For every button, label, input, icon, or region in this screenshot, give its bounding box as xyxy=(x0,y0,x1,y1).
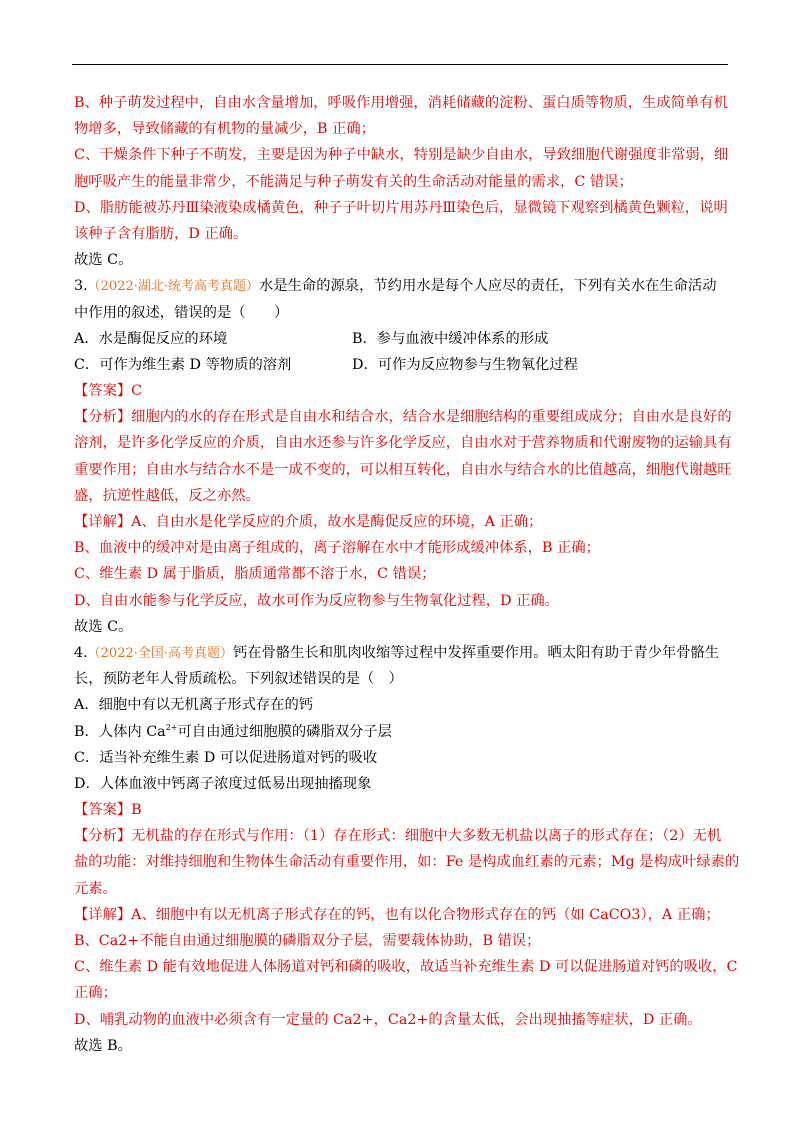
q4-detail-d: D、哺乳动物的血液中必须含有一定量的 Ca2+，Ca2+的含量太低，会出现抽搐等症状，D 正确。 xyxy=(74,1011,702,1028)
q3-option-a: A．水是酶促反应的环境 xyxy=(74,330,228,347)
q4-stem-line-1 xyxy=(74,640,728,666)
q4-option-a: A．细胞中有以无机离子形式存在的钙 xyxy=(74,697,314,714)
q4-choice: 故选 B。 xyxy=(74,1037,132,1054)
q4-option-d: D．人体血液中钙离子浓度过低易出现抽搐现象 xyxy=(74,775,372,792)
q3-stem-line-2: 中作用的叙述，错误的是（ ） xyxy=(74,304,289,321)
q4-answer: 【答案】B xyxy=(74,802,142,819)
q4-option-b xyxy=(74,719,728,745)
header-rule xyxy=(72,64,728,65)
q3-option-c: C．可作为维生素 D 等物质的溶剂 xyxy=(74,356,292,373)
q4-stem-line-2: 长，预防老年人骨质疏松。下列叙述错误的是（ ） xyxy=(74,671,403,688)
q3-detail-c: C、维生素 D 属于脂质，脂质通常都不溶于水，C 错误； xyxy=(74,566,436,583)
q2-d-line-1: D、脂肪能被苏丹Ⅲ染液染成橘黄色，种子子叶切片用苏丹Ⅲ染色后，显微镜下观察到橘黄色颗粒，说明 xyxy=(74,199,728,216)
q4-stem-text-1: 钙在骨骼生长和肌肉收缩等过程中发挥重要作用。晒太阳有助于青少年骨骼生 xyxy=(233,644,720,661)
q4-option-b-superscript: 2+ xyxy=(165,722,178,732)
question-4 xyxy=(74,640,740,1059)
q3-option-b: B．参与血液中缓冲体系的形成 xyxy=(352,330,549,347)
q3-options-row-1 xyxy=(74,326,728,352)
q2-c-line-1: C、干燥条件下种子不萌发，主要是因为种子中缺水，特别是缺少自由水，导致细胞代谢强度非常弱，细 xyxy=(74,147,729,164)
q3-options-row-2 xyxy=(74,352,728,378)
document-body xyxy=(74,90,740,1059)
q4-detail-a: 【详解】A、细胞中有以无机离子形式存在的钙，也有以化合物形式存在的钙（如 CaCO3），A 正确； xyxy=(74,906,720,923)
q3-analysis-line-4: 盛，抗逆性越低，反之亦然。 xyxy=(74,487,260,504)
q2-b-line-1: B、种子萌发过程中，自由水含量增加，呼吸作用增强，消耗储藏的淀粉、蛋白质等物质，生成简单有机 xyxy=(74,95,728,111)
q2-d-line-2: 该种子含有脂肪，D 正确。 xyxy=(74,225,248,242)
q4-analysis-line-1: 【分析】无机盐的存在形式与作用：（1）存在形式：细胞中大多数无机盐以离子的形式存在；（2）无机 xyxy=(74,828,722,845)
q4-number: 4. xyxy=(74,644,88,661)
q4-detail-c-line-2: 正确； xyxy=(74,985,117,1002)
q4-analysis-line-3: 元素。 xyxy=(74,880,117,897)
q4-analysis-line-2: 盐的功能：对维持细胞和生物体生命活动有重要作用，如：Fe 是构成血红素的元素；Mg 是构成叶绿素的 xyxy=(74,854,740,871)
q4-option-c: C．适当补充维生素 D 可以促进肠道对钙的吸收 xyxy=(74,749,378,766)
q4-option-b-post: 可自由通过细胞膜的磷脂双分子层 xyxy=(177,723,392,740)
q4-detail-c-line-1: C、维生素 D 能有效地促进人体肠道对钙和磷的吸收，故适当补充维生素 D 可以促进肠道对钙的吸收，C xyxy=(74,959,738,976)
q2-b-line-2: 物增多，导致储藏的有机物的量减少，B 正确； xyxy=(74,121,375,138)
q3-stem-text-1: 水是生命的源泉，节约用水是每个人应尽的责任，下列有关水在生命活动 xyxy=(259,278,717,295)
q3-option-d: D．可作为反应物参与生物氧化过程 xyxy=(352,356,578,373)
q3-detail-b: B、血液中的缓冲对是由离子组成的，离子溶解在水中才能形成缓冲体系，B 正确； xyxy=(74,540,600,557)
q3-detail-d: D、自由水能参与化学反应，故水可作为反应物参与生物氧化过程，D 正确。 xyxy=(74,592,559,609)
q3-source: （2022·湖北·统考高考真题） xyxy=(87,279,260,295)
q4-option-b-pre: B．人体内 Ca xyxy=(74,723,166,740)
q2-c-line-2: 胞呼吸产生的能量非常少，不能满足与种子萌发有关的生命活动对能量的需求，C 错误； xyxy=(74,173,633,190)
q3-choice: 故选 C。 xyxy=(74,618,133,635)
q3-detail-a: 【详解】A、自由水是化学反应的介质，故水是酶促反应的环境，A 正确； xyxy=(74,514,543,530)
q3-analysis-line-2: 溶剂，是许多化学反应的介质，自由水还参与许多化学反应，自由水对于营养物质和代谢废物的运输具有 xyxy=(74,435,732,452)
q3-answer: 【答案】C xyxy=(74,383,143,400)
q4-detail-b: B、Ca2+不能自由通过细胞膜的磷脂双分子层，需要载体协助，B 错误； xyxy=(74,933,541,949)
q3-number: 3. xyxy=(74,278,88,295)
q2-choice: 故选 C。 xyxy=(74,252,133,269)
q4-source: （2022·全国·高考真题） xyxy=(87,645,234,661)
q3-analysis-line-1: 【分析】细胞内的水的存在形式是自由水和结合水，结合水是细胞结构的重要组成成分；自由水是良好的 xyxy=(74,409,732,426)
q3-stem-line-1 xyxy=(74,273,728,299)
q2-explanation xyxy=(74,90,728,273)
question-3 xyxy=(74,273,732,640)
q3-analysis-line-3: 重要作用；自由水与结合水不是一成不变的，可以相互转化，自由水与结合水的比值越高，细胞代谢越旺 xyxy=(74,461,732,478)
